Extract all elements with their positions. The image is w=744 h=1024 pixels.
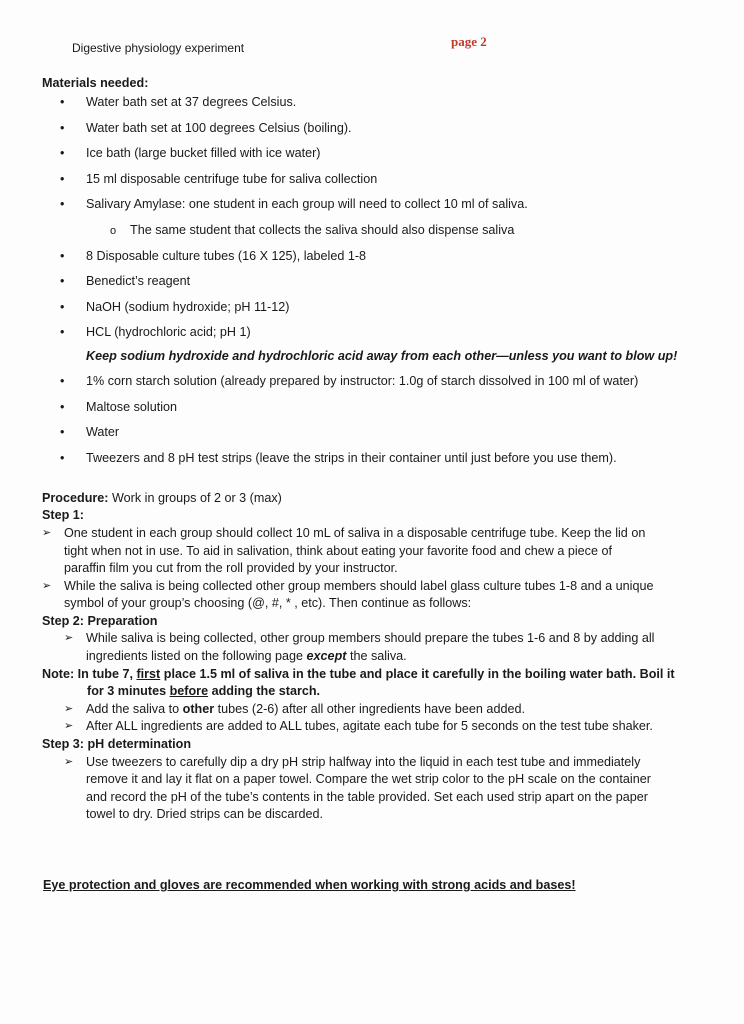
list-item: • Water bath set at 37 degrees Celsius.: [42, 94, 712, 111]
materials-list-continued: [42, 373, 712, 467]
list-item: • 8 Disposable culture tubes (16 X 125), labeled 1-8: [42, 248, 712, 265]
safety-warning: Eye protection and gloves are recommended when working with strong acids and bases!: [43, 878, 576, 892]
list-item: • HCL (hydrochloric acid; pH 1): [42, 324, 712, 341]
step-2-title: Step 2: Preparation: [42, 613, 158, 628]
page-number: page 2: [451, 34, 487, 49]
list-item: • Salivary Amylase: one student in each group will need to collect 10 ml of saliva.: [42, 196, 712, 213]
list-subitem: o The same student that collects the saliva should also dispense saliva: [42, 222, 712, 239]
list-item: • Tweezers and 8 pH test strips (leave the strips in their container until just before you use them).: [42, 450, 712, 467]
list-item: • 15 ml disposable centrifuge tube for saliva collection: [42, 171, 712, 188]
list-item: • 1% corn starch solution (already prepared by instructor: 1.0g of starch dissolved in 100 ml of water): [42, 373, 712, 390]
step-1-bullet-2: ➢ While the saliva is being collected other group members should label glass culture tubes 1-8 and a unique symbol of your group’s choosing (@, #, * , etc). Then continue as follows:: [42, 578, 712, 613]
content: [42, 75, 712, 824]
list-item: • Ice bath (large bucket filled with ice water): [42, 145, 712, 162]
list-item: • Water bath set at 100 degrees Celsius (boiling).: [42, 120, 712, 137]
step-1-title: Step 1:: [42, 508, 84, 523]
materials-heading: Materials needed:: [42, 76, 149, 90]
procedure-intro: Procedure: Work in groups of 2 or 3 (max): [42, 490, 282, 505]
step-1-bullet-1: ➢ One student in each group should collect 10 mL of saliva in a disposable centrifuge tube. Keep the lid on tight when not in use. To aid in salivation, think about eating your favorite food and chew a piece of paraffin film you cut from the roll provided by your instructor.: [42, 525, 712, 578]
list-item: • Water: [42, 424, 712, 441]
step-3-bullet-1: ➢ Use tweezers to carefully dip a dry pH strip halfway into the liquid in each test tube and immediately remove it and lay it flat on a paper towel. Compare the wet strip color to the pH scale on the container and record the pH of the tube’s contents in the table provided. Set each used strip apart on the paper towel to dry. Dried strips can be discarded.: [42, 754, 712, 824]
chemical-warning: Keep sodium hydroxide and hydrochloric acid away from each other—unless you want to blow up!: [86, 348, 678, 363]
step-2-bullet-2: ➢ Add the saliva to other tubes (2-6) after all other ingredients have been added.: [42, 701, 712, 719]
document-title: Digestive physiology experiment: [72, 41, 245, 55]
tube-7-note-continued: for 3 minutes before adding the starch.: [87, 684, 321, 699]
list-item: • NaOH (sodium hydroxide; pH 11-12): [42, 299, 712, 316]
list-item: • Benedict’s reagent: [42, 273, 712, 290]
step-2-bullet-3: ➢ After ALL ingredients are added to ALL tubes, agitate each tube for 5 seconds on the test tube shaker.: [42, 718, 712, 736]
materials-list: [42, 94, 712, 341]
procedure-section: [42, 490, 712, 824]
step-2-bullet-1: ➢ While saliva is being collected, other group members should prepare the tubes 1-6 and 8 by adding all ingredients listed on the following page except the saliva.: [42, 630, 712, 665]
tube-7-note: Note: In tube 7, first place 1.5 ml of saliva in the tube and place it carefully in the boiling water bath. Boil it: [42, 666, 675, 681]
list-item: • Maltose solution: [42, 399, 712, 416]
step-3-title: Step 3: pH determination: [42, 737, 192, 752]
